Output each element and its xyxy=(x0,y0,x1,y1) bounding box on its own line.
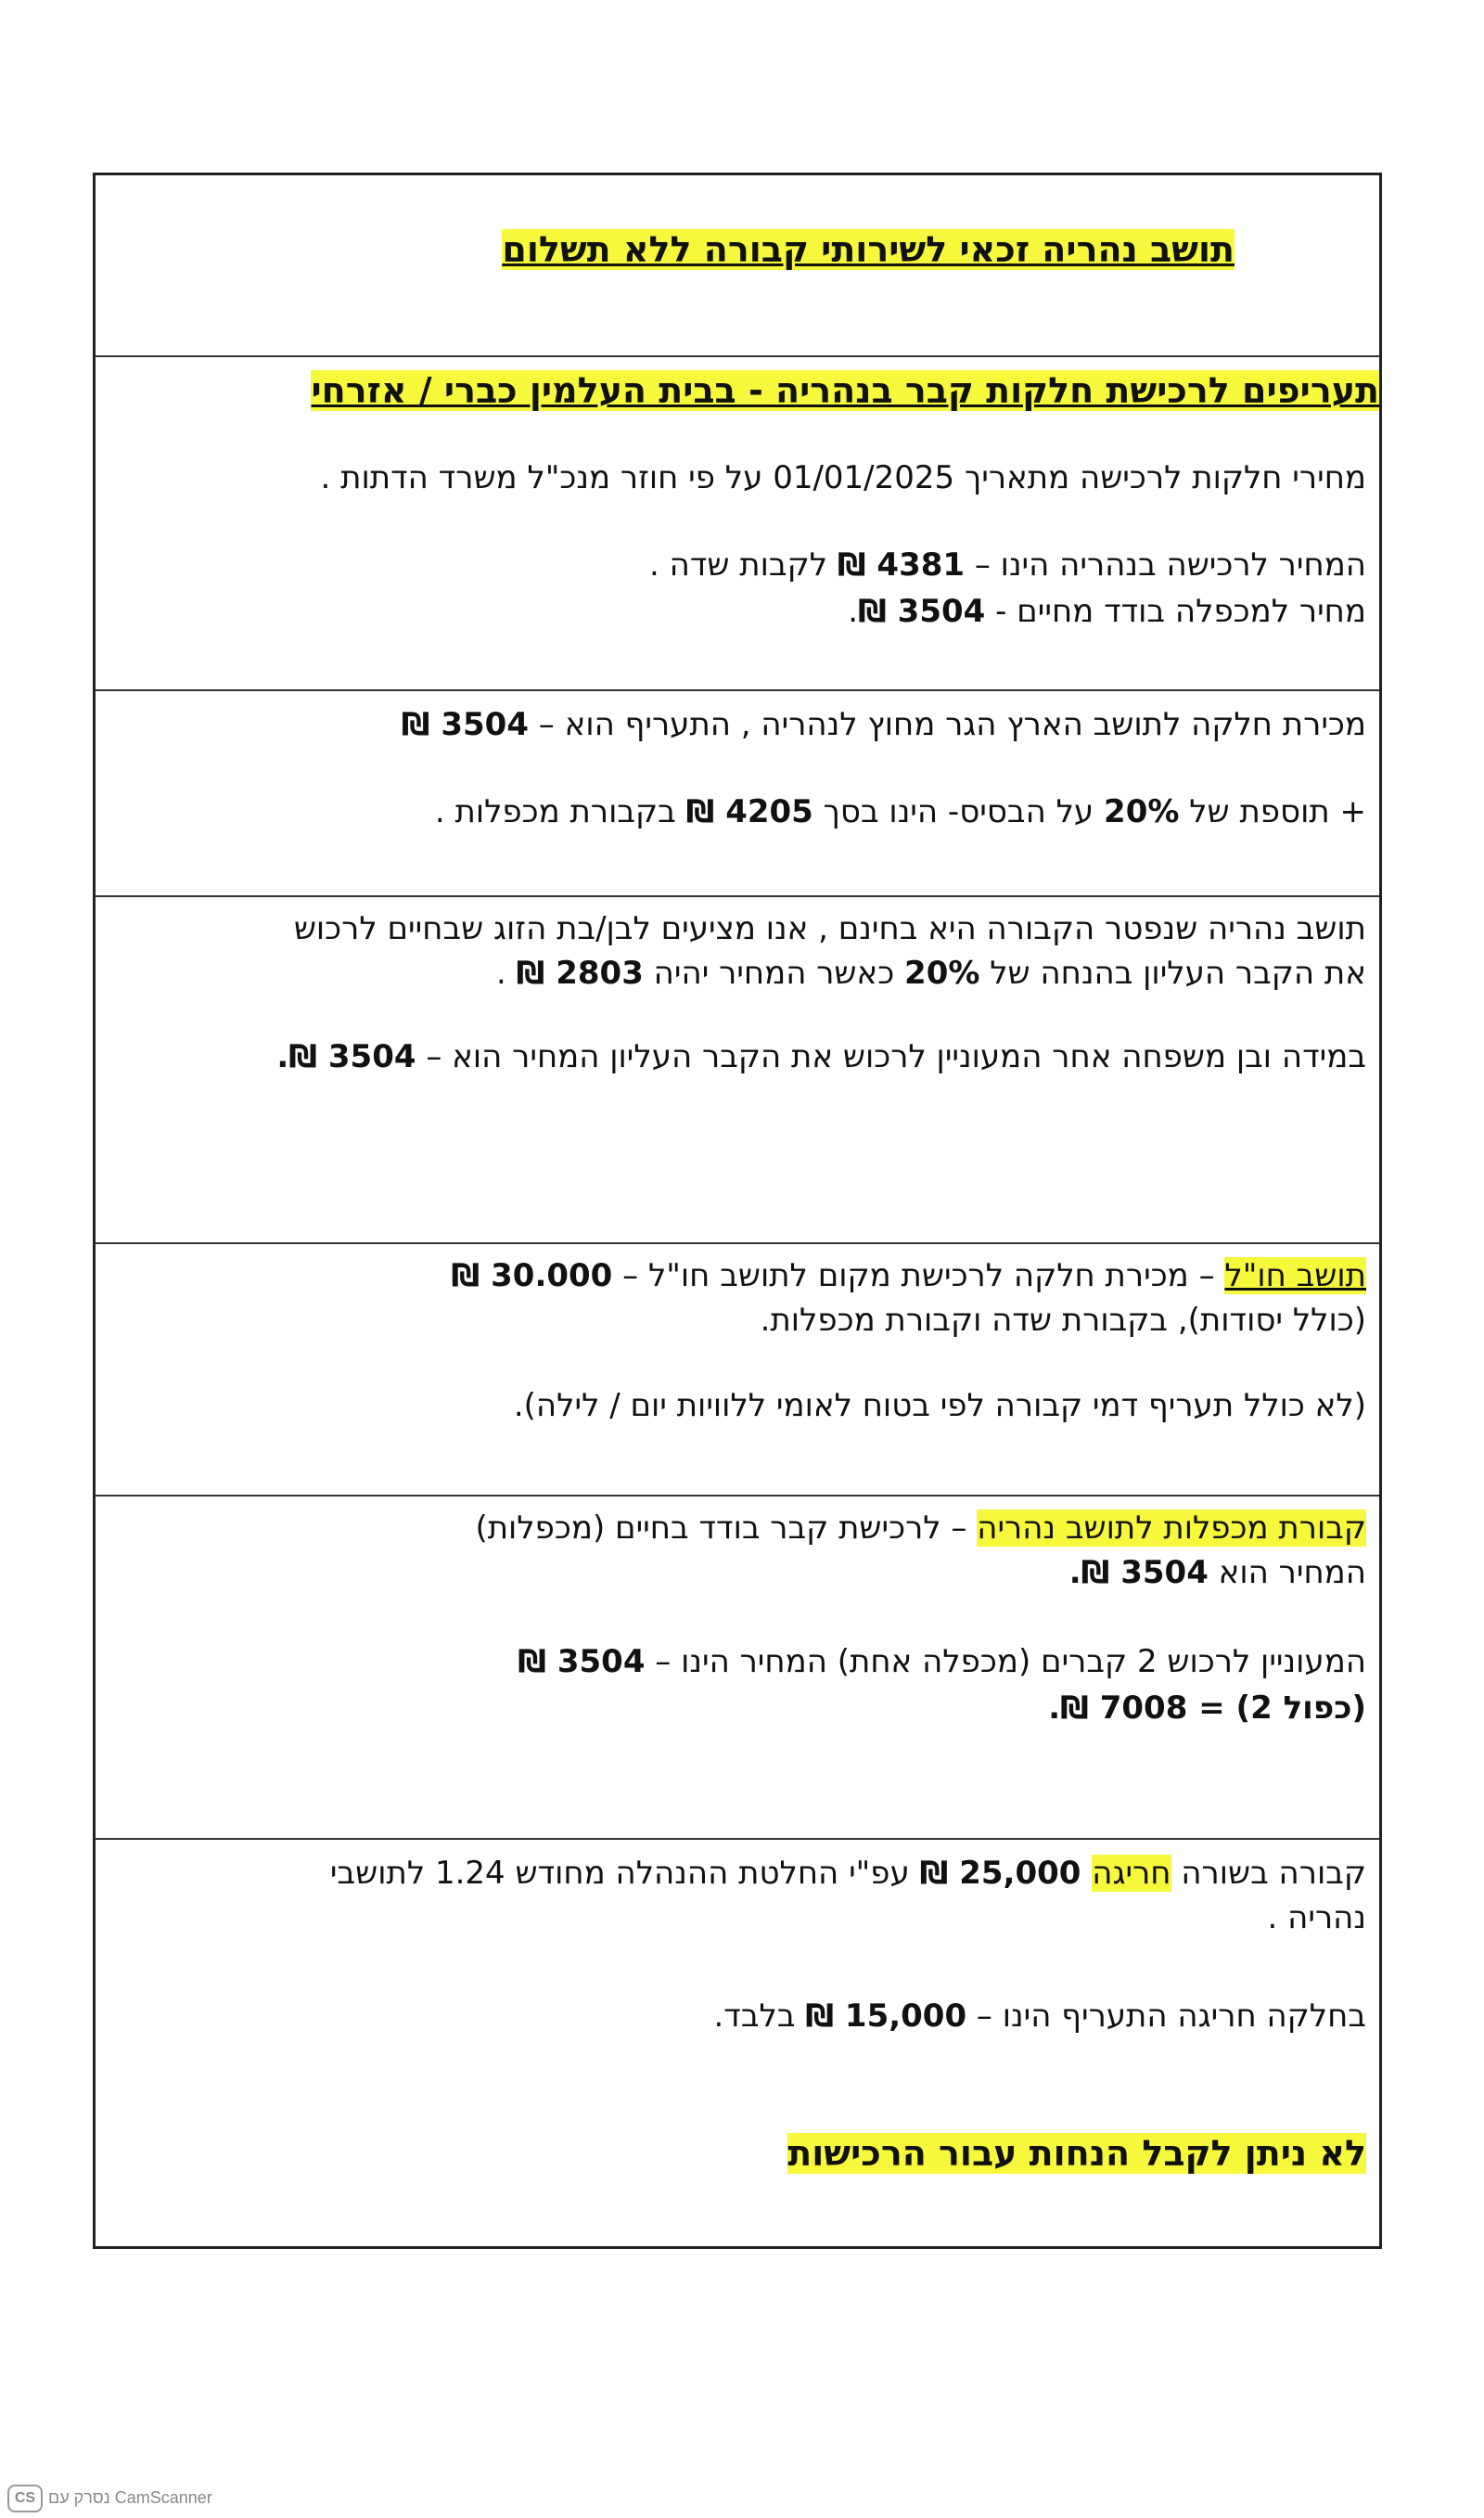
outside-resident-section xyxy=(96,691,1379,897)
double-line-3 xyxy=(109,1639,1366,1684)
double-line-4 xyxy=(109,1686,1366,1730)
spouse-discount-percent: 20% xyxy=(904,955,980,992)
abroad-section xyxy=(96,1244,1379,1497)
abroad-excludes-text: (לא כולל תעריף דמי קבורה לפי בטוח לאומי ללוויות יום / לילה). xyxy=(513,1387,1366,1424)
tariffs-date-line xyxy=(109,456,1366,500)
spouse-discount-prefix: את הקבר העליון בהנחה של xyxy=(979,955,1366,992)
spouse-intro-text: תושב נהריה שנפטר הקבורה היא בחינם , אנו מציעים לבן/בת הזוג שבחיים לרכוש xyxy=(293,910,1366,947)
special-plot-label: בחלקה חריגה התעריף הינו – xyxy=(966,1998,1366,2035)
special-row-section xyxy=(96,1840,1379,2252)
surcharge-suffix: בקבורת מכפלות . xyxy=(434,793,686,830)
spouse-line-1 xyxy=(109,906,1366,951)
abroad-line-1 xyxy=(109,1253,1366,1298)
tariff-document xyxy=(93,173,1382,2249)
special-city-text: נהריה . xyxy=(1267,1899,1366,1936)
tariffs-heading xyxy=(109,368,1379,413)
special-plot-suffix: בלבד. xyxy=(713,1998,806,2035)
field-price-suffix: לקבות שדה . xyxy=(649,546,838,584)
tariffs-section xyxy=(96,357,1379,691)
double-price-suffix: . xyxy=(848,593,859,630)
double-price-amount: 3504 ₪ xyxy=(858,593,986,630)
family-member-label: במידה ובן משפחה אחר המעוניין לרכוש את הקבר העליון המחיר הוא – xyxy=(416,1038,1366,1075)
spouse-section xyxy=(96,897,1379,1244)
tariffs-heading-text: תעריפים לרכישת חלקות קבר בנהריה - בבית העלמין כברי / אזרחי xyxy=(311,370,1379,411)
surcharge-prefix: + תוספת של xyxy=(1179,793,1366,830)
special-label-highlight: חריגה xyxy=(1092,1855,1171,1892)
double-burial-label: קבורת מכפלות לתושב נהריה xyxy=(977,1510,1366,1547)
abroad-desc: – מכירת חלקה לרכישת מקום לתושב חו"ל – xyxy=(612,1257,1225,1294)
outside-resident-label: מכירת חלקה לתושב הארץ הגר מחוץ לנהריה , התעריף הוא – xyxy=(528,706,1366,743)
field-price-label: המחיר לרכישה בנהריה הינו – xyxy=(965,546,1366,584)
scanner-watermark xyxy=(7,2485,212,2512)
no-discount-notice xyxy=(109,2131,1366,2176)
special-line-3 xyxy=(109,1994,1366,2038)
surcharge-mid: על הבסיס- הינו בסך xyxy=(812,793,1105,830)
tariffs-field-price-line xyxy=(109,543,1366,587)
abroad-label: תושב חו"ל xyxy=(1224,1257,1366,1294)
abroad-includes-text: (כולל יסודות), בקבורת שדה וקבורת מכפלות. xyxy=(760,1302,1366,1339)
title-row xyxy=(96,175,1379,357)
double-price-prefix: המחיר הוא xyxy=(1208,1554,1366,1591)
outside-resident-line xyxy=(109,702,1366,747)
double-burial-desc: – לרכישת קבר בודד בחיים (מכפלות) xyxy=(475,1510,978,1547)
camscanner-text: נסרק עם CamScanner xyxy=(48,2487,212,2507)
two-graves-amount: 3504 ₪ xyxy=(518,1643,646,1680)
family-member-amount: 3504 ₪. xyxy=(276,1038,416,1075)
double-burial-amount: 3504 ₪. xyxy=(1068,1554,1209,1591)
two-graves-total: (כפול 2) = 7008 ₪. xyxy=(1048,1689,1366,1727)
special-amount: 25,000 ₪ xyxy=(919,1855,1093,1892)
outside-resident-amount: 3504 ₪ xyxy=(401,706,529,743)
special-label-prefix: קבורה בשורה xyxy=(1171,1855,1366,1892)
double-price-label: מחיר למכפלה בודד מחיים - xyxy=(985,593,1366,630)
double-burial-section xyxy=(96,1497,1379,1840)
surcharge-amount: 4205 ₪ xyxy=(685,793,813,830)
special-plot-amount: 15,000 ₪ xyxy=(805,1998,967,2035)
special-line-1 xyxy=(109,1851,1366,1895)
spouse-line-3 xyxy=(109,1034,1366,1079)
special-decision-text: עפ"י החלטת ההנהלה מחודש 1.24 לתושבי xyxy=(329,1855,920,1892)
field-price-amount: 4381 ₪ xyxy=(837,546,966,584)
double-line-1 xyxy=(109,1506,1366,1550)
spouse-discount-suffix: . xyxy=(496,955,517,992)
camscanner-logo-icon: CS xyxy=(7,2485,43,2512)
spouse-discount-amount: 2803 ₪ xyxy=(516,955,644,992)
special-line-2 xyxy=(109,1895,1366,1940)
no-discount-text: לא ניתן לקבל הנחות עבור הרכישות xyxy=(787,2133,1366,2174)
spouse-discount-mid: כאשר המחיר יהיה xyxy=(643,955,905,992)
abroad-line-3 xyxy=(109,1383,1366,1428)
two-graves-label: המעוניין לרכוש 2 קברים (מכפלה אחת) המחיר הינו – xyxy=(645,1643,1366,1680)
double-line-2 xyxy=(109,1550,1366,1595)
page-title xyxy=(109,227,1235,272)
tariffs-date-text: מחירי חלקות לרכישה מתאריך 01/01/2025 על פי חוזר מנכ"ל משרד הדתות . xyxy=(320,459,1366,496)
outside-resident-surcharge-line xyxy=(109,790,1366,834)
page-title-text: תושב נהריה זכאי לשירותי קבורה ללא תשלום xyxy=(502,229,1235,270)
tariffs-double-price-line xyxy=(109,589,1366,634)
spouse-line-2 xyxy=(109,951,1366,996)
abroad-amount: 30.000 ₪ xyxy=(451,1257,613,1294)
surcharge-percent: 20% xyxy=(1104,793,1180,830)
abroad-line-2 xyxy=(109,1298,1366,1343)
